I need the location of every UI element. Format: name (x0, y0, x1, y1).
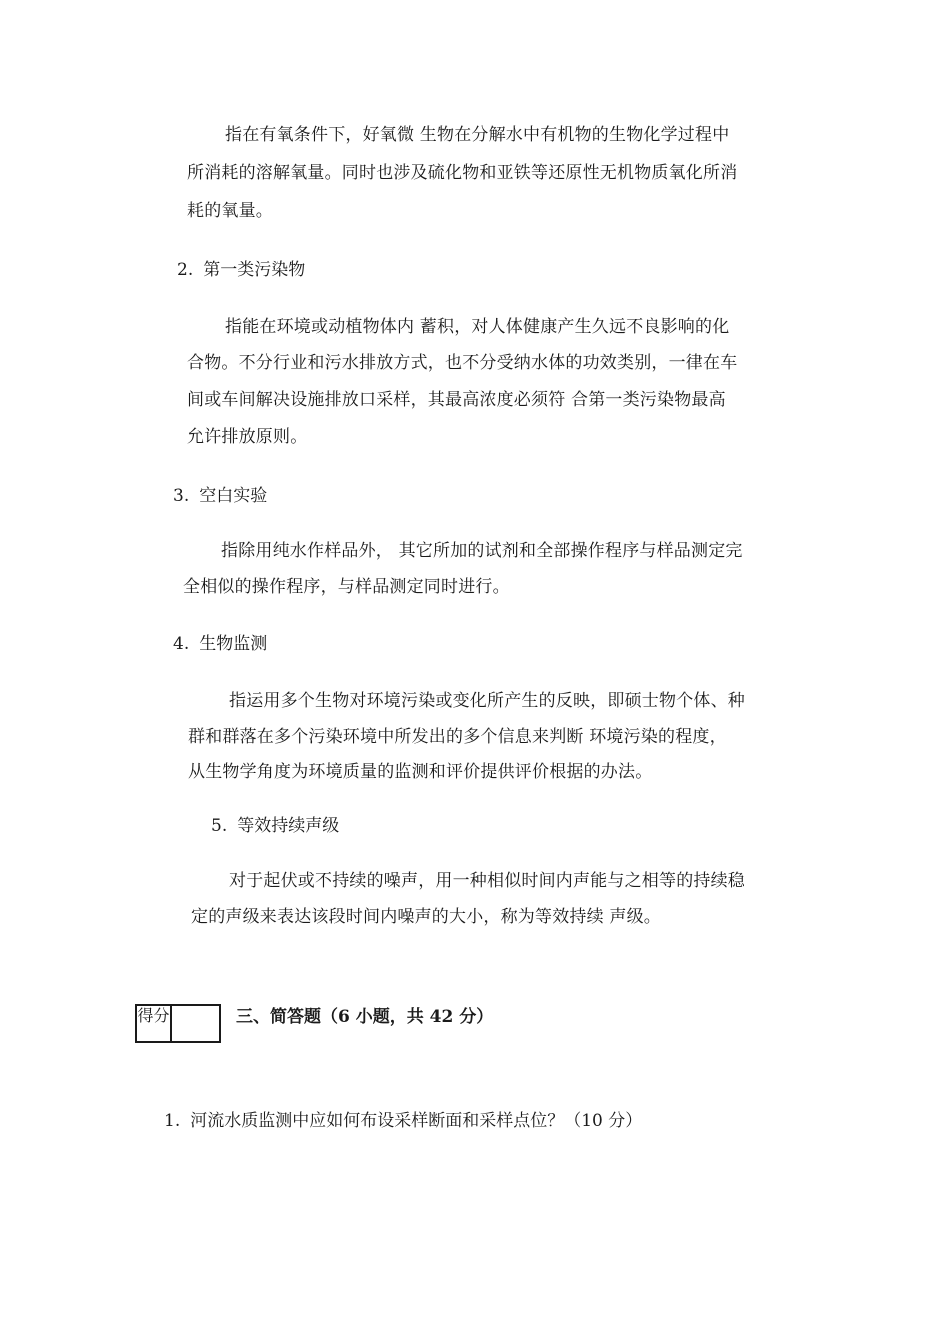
definition-4-number: 4. (173, 634, 190, 654)
definition-2-line-4: 允许排放原则。 (187, 427, 308, 447)
definition-4-line-1: 指运用多个生物对环境污染或变化所产生的反映，即硕士物个体、种 (229, 691, 745, 711)
definition-2-line-3: 间或车间解决设施排放口采样，其最高浓度必须符 合第一类污染物最高 (187, 390, 726, 410)
definition-4-line-2: 群和群落在多个污染环境中所发出的多个信息来判断 环境污染的程度， (188, 727, 727, 747)
definition-3-number: 3. (173, 486, 190, 506)
definition-4-term: 生物监测 (199, 634, 268, 654)
definition-5-term: 等效持续声级 (237, 816, 340, 836)
definition-1-line-2: 所消耗的溶解氧量。同时也涉及硫化物和亚铁等还原性无机物质氧化所消 (187, 163, 738, 183)
question-1 (164, 1109, 642, 1133)
definition-2-term: 第一类污染物 (203, 260, 306, 280)
definition-2-line-2: 合物。不分行业和污水排放方式，也不分受纳水体的功效类别，一律在车 (187, 353, 738, 373)
definition-2-number: 2. (177, 260, 194, 280)
question-1-number: 1. (164, 1111, 181, 1131)
definition-4-line-3: 从生物学角度为环境质量的监测和评价提供评价根据的办法。 (188, 762, 653, 782)
score-input-cell[interactable] (172, 1006, 219, 1041)
definition-5-number: 5. (211, 816, 228, 836)
section-title: 三、简答题（6 小题，共 42 分） (236, 1007, 494, 1027)
definition-3-line-1: 指除用纯水作样品外， 其它所加的试剂和全部操作程序与样品测定完 (221, 541, 743, 561)
definition-5-line-2: 定的声级来表达该段时间内噪声的大小，称为等效持续 声级。 (191, 907, 662, 927)
definition-3-term: 空白实验 (199, 486, 268, 506)
definition-2-heading (177, 258, 305, 282)
definition-3-line-2: 全相似的操作程序，与样品测定同时进行。 (183, 577, 510, 597)
definition-2-line-1: 指能在环境或动植物体内 蓄积，对人体健康产生久远不良影响的化 (225, 317, 730, 337)
definition-1-line-3: 耗的氧量。 (187, 201, 273, 221)
definition-3-heading (173, 484, 267, 508)
question-1-text: 河流水质监测中应如何布设采样断面和采样点位？（10 分） (190, 1111, 643, 1131)
score-label: 得分 (137, 1006, 172, 1041)
score-box (135, 1004, 221, 1043)
definition-1-line-1: 指在有氧条件下，好氧微 生物在分解水中有机物的生物化学过程中 (225, 125, 730, 145)
definition-5-heading (211, 814, 339, 838)
definition-5-line-1: 对于起伏或不持续的噪声，用一种相似时间内声能与之相等的持续稳 (229, 871, 745, 891)
definition-4-heading (173, 632, 267, 656)
